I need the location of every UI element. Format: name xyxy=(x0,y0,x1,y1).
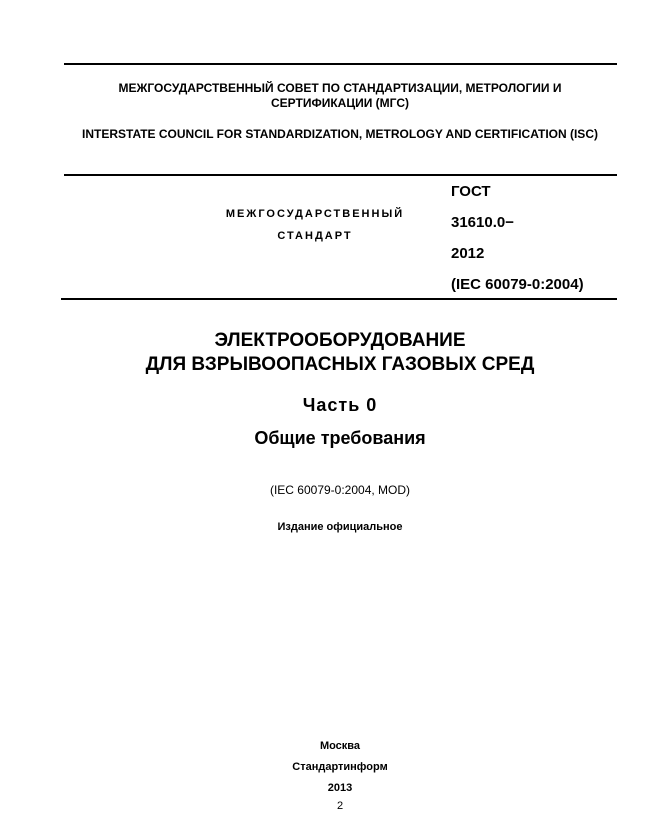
page-number: 2 xyxy=(336,800,344,812)
iec-modification: (IEC 60079-0:2004, MOD) xyxy=(269,483,411,497)
title-line1: ЭЛЕКТРООБОРУДОВАНИЕ xyxy=(214,330,466,351)
title-line2: ДЛЯ ВЗРЫВООПАСНЫХ ГАЗОВЫХ СРЕД xyxy=(145,354,535,375)
standard-kind-line2: СТАНДАРТ xyxy=(277,230,353,242)
gost-label: ГОСТ xyxy=(451,183,491,200)
council-name-en: INTERSTATE COUNCIL FOR STANDARDIZATION, METROLOGY AND CERTIFICATION (ISC) xyxy=(82,127,598,141)
gost-number: 31610.0− xyxy=(451,214,514,231)
gost-iec-ref: (IEC 60079-0:2004) xyxy=(451,276,584,293)
part-number: Часть 0 xyxy=(302,395,378,415)
top-rule xyxy=(64,63,617,65)
edition-note: Издание официальное xyxy=(277,521,403,533)
document-subtitle: Общие требования xyxy=(254,428,426,448)
gost-designation xyxy=(451,176,584,300)
publication-city: Москва xyxy=(319,740,361,752)
standard-kind xyxy=(200,203,430,247)
gost-year: 2012 xyxy=(451,245,485,262)
bottom-rule xyxy=(61,298,617,300)
council-name-ru: МЕЖГОСУДАРСТВЕННЫЙ СОВЕТ ПО СТАНДАРТИЗАЦИИ, МЕТРОЛОГИИ И СЕРТИФИКАЦИИ (МГС) xyxy=(118,81,562,110)
publisher-name: Стандартинформ xyxy=(292,761,388,773)
standard-kind-line1: МЕЖГОСУДАРСТВЕННЫЙ xyxy=(225,208,405,220)
document-title xyxy=(80,329,600,377)
publication-year: 2013 xyxy=(327,782,353,794)
